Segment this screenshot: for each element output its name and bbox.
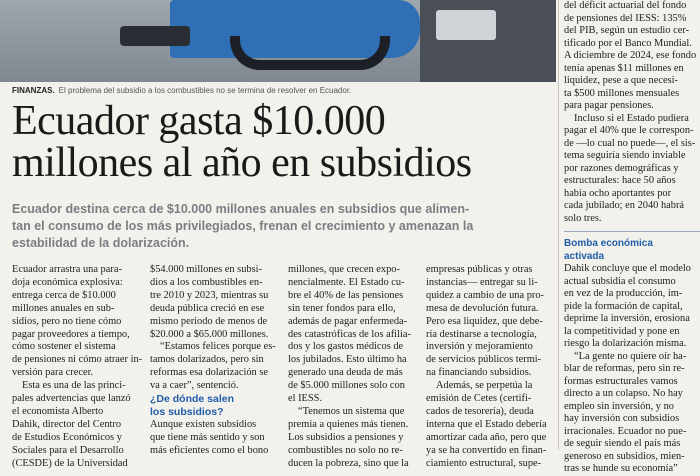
- side-line: tificado por el Banco Mundial.: [564, 37, 692, 49]
- body-line: sin tener fondos para ello,: [288, 302, 396, 314]
- body-line: pagar proveedores a tiempo,: [12, 328, 130, 340]
- caption-text: El problema del subsidio a los combustibles no se termina de resolver en Ecuador.: [58, 86, 352, 95]
- subhead-line: Ecuador destina cerca de $10.000 millones anuales en subsidios que alimen-: [12, 202, 470, 216]
- body-line: na financiando subsidios.: [426, 367, 532, 379]
- body-line: dos y los gastos médicos de: [288, 341, 404, 353]
- body-line: más eficientes como el bono: [150, 444, 269, 456]
- side-line: A diciembre de 2024, ese fondo: [564, 50, 697, 61]
- body-line: que tiene más sentido y son: [150, 431, 265, 443]
- sidebar-column: [564, 0, 700, 476]
- body-line: “Estamos felices porque es-: [160, 341, 276, 353]
- headline-line: Ecuador gasta $10.000: [12, 98, 386, 144]
- nozzle-trigger-guard: [230, 36, 390, 70]
- body-line: $20.000 a $65.000 millones.: [150, 328, 269, 340]
- body-line: generado una deuda de más: [288, 367, 403, 379]
- body-line: Ecuador arrastra una para-: [12, 264, 122, 275]
- body-line: interna que el Estado debería: [426, 418, 547, 430]
- body-line: $54.000 millones en subsi-: [150, 264, 262, 275]
- body-line: amortizar cada año, pero que: [426, 431, 547, 443]
- headline-line: millones al año en subsidios: [12, 140, 472, 186]
- body-line: de $5.000 millones solo con: [288, 380, 405, 392]
- body-line: ya se ha convertido en finan-: [426, 444, 547, 456]
- side-line: del déficit actuarial del fondo: [564, 0, 687, 11]
- body-line: el economista Alberto: [12, 405, 104, 417]
- body-line: entrega cerca de $10.000: [12, 289, 116, 301]
- body-line: mesa de devolución futura.: [426, 302, 539, 314]
- body-line: el IESS.: [288, 393, 323, 405]
- body-line: va a caer”, sentenció.: [150, 380, 239, 392]
- body-line: ciamiento estructural, supe-: [426, 457, 542, 469]
- side-line: empleo sin inversión, y no: [564, 400, 674, 412]
- body-line: emisión de Cetes (certifi-: [426, 393, 532, 405]
- side-line: estructurales: hace 50 años: [564, 175, 676, 186]
- body-line: inversión y mejoramiento: [426, 341, 533, 353]
- body-line: de servicios públicos termi-: [426, 354, 542, 366]
- body-line: instancias— entregar su li-: [426, 276, 538, 288]
- side-line: de —lo cual no puede—, el sis-: [564, 137, 696, 149]
- side-line: “La gente no quiere oír ha-: [574, 350, 687, 362]
- body-line: mismo periodo de menos de: [150, 315, 268, 327]
- subhead-line: estabilidad de la dolarización.: [12, 236, 190, 250]
- body-line: millones anuales en sub-: [12, 302, 115, 314]
- body-line: reformas esa dolarización se: [150, 367, 268, 379]
- article-subhead: [12, 201, 552, 252]
- body-line: ducen la pobreza, sino que la: [288, 457, 409, 469]
- body-line: los jubilados. Esto último ha: [288, 354, 407, 366]
- side-line: la competitividad y pone en: [564, 325, 680, 337]
- side-line: formas estructurales vamos: [564, 375, 678, 387]
- side-line: Incluso si el Estado pudiera: [574, 112, 689, 124]
- body-column-1: [12, 264, 142, 471]
- body-line: bre el 40% de las pensiones: [288, 289, 404, 301]
- body-line: combustibles no solo no re-: [288, 444, 403, 456]
- side-line: pagar el 40% que le correspon-: [564, 125, 694, 136]
- article-headline: [12, 100, 552, 184]
- side-line: actual subsidia el consumo: [564, 275, 676, 287]
- body-line: (CESDE) de la Universidad: [12, 457, 128, 469]
- side-line: había ocho aportantes por: [564, 187, 672, 199]
- side-line: deprime la inversión, erosiona: [564, 313, 690, 324]
- side-line: blar de reformas, pero sin re-: [564, 363, 685, 374]
- side-line: solo tres.: [564, 212, 602, 224]
- side-line: de pensiones del IESS: 135%: [564, 12, 687, 24]
- body-line: Sociales para el Desarrollo: [12, 444, 124, 456]
- body-line: ría destinarse a tecnología,: [426, 328, 537, 340]
- body-line: cómo sostener el sistema: [12, 341, 116, 353]
- body-column-3: [288, 264, 418, 471]
- body-line: Aunque existen subsidios: [150, 418, 257, 430]
- body-line: Esta es una de las princi-: [22, 380, 126, 392]
- side-line: irracionales. Ecuador no pue-: [564, 425, 687, 437]
- body-line: cados de tesorería), deuda: [426, 405, 534, 417]
- section-heading: los subsidios?: [150, 405, 224, 418]
- body-line: sidios, pero no tiene cómo: [12, 315, 122, 327]
- body-line: “Tenemos un sistema que: [298, 405, 405, 417]
- pump-display: [436, 10, 496, 40]
- body-line: nencialmente. El Estado cu-: [288, 276, 405, 288]
- side-line: para pagar pensiones.: [564, 100, 654, 111]
- side-line: de seguir siendo el país más: [564, 438, 681, 449]
- body-line: Además, se perpetúa la: [436, 380, 533, 392]
- side-line: del PIB, según un estudio cer-: [564, 25, 690, 36]
- side-line: por razones demográficas y: [564, 162, 679, 174]
- body-line: de pensiones ni cómo atraer in-: [12, 354, 143, 366]
- body-line: Pero esa liquidez, que debe-: [426, 315, 543, 327]
- side-line: cada jubilado; en 2040 habrá: [564, 200, 685, 211]
- body-line: doja económica explosiva:: [12, 276, 123, 288]
- body-line: Dahik, director del Centro: [12, 418, 122, 430]
- body-line: dios a los combustibles en-: [150, 276, 263, 288]
- side-line: tema seguiría siendo inviable: [564, 150, 686, 161]
- side-line: directo a un colapso. No hay: [564, 388, 683, 399]
- section-heading: ¿De dónde salen: [150, 393, 235, 406]
- body-column-2: [150, 264, 280, 458]
- body-line: premia a quienes más tienen.: [288, 418, 409, 430]
- body-line: millones, que crecen expo-: [288, 264, 400, 275]
- side-line: liquidez, pese a que necesi-: [564, 75, 678, 86]
- body-line: versión para crecer.: [12, 367, 94, 379]
- caption-tag: FINANZAS.: [12, 86, 55, 95]
- body-line: quidez a cambio de una pro-: [426, 289, 545, 301]
- side-line: pide la formación de capital,: [564, 300, 683, 312]
- body-column-4: [426, 264, 556, 471]
- body-line: tre 2010 y 2023, mientras su: [150, 289, 269, 301]
- fuel-nozzle-photo: [0, 0, 556, 82]
- side-line: ta $500 millones mensuales: [564, 87, 680, 99]
- subhead-line: tan el consumo de los más privilegiados, frenan el crecimiento y amenazan la: [12, 219, 474, 233]
- body-line: además de pagar enfermeda-: [288, 315, 408, 327]
- side-line: en vez de la producción, im-: [564, 288, 683, 299]
- side-line: riesgo la dolarización misma.: [564, 338, 687, 349]
- side-line: Dahik concluye que el modelo: [564, 263, 691, 274]
- body-line: empresas públicas y otras: [426, 264, 533, 275]
- body-line: pales advertencias que lanzó: [12, 393, 131, 405]
- photo-caption: [12, 86, 552, 95]
- side-line: tras se hunde su economía”: [564, 463, 678, 474]
- section-rule: [564, 231, 700, 232]
- side-line: hay inversión con subsidios: [564, 413, 680, 424]
- sidebar-heading: activada: [564, 250, 605, 262]
- sidebar-heading: Bomba económica: [564, 238, 653, 249]
- body-line: de Estudios Económicos y: [12, 431, 122, 443]
- nozzle-spout: [120, 26, 190, 46]
- body-line: tamos dolarizados, pero sin: [150, 354, 264, 366]
- side-line: tenía apenas $11 millones en: [564, 62, 684, 74]
- side-line: generoso en subsidios, mien-: [564, 450, 685, 462]
- body-line: Los subsidios a pensiones y: [288, 431, 404, 443]
- body-line: des catastróficas de los afilia-: [288, 328, 411, 340]
- column-divider: [558, 0, 559, 450]
- body-line: deuda pública creció en ese: [150, 302, 265, 314]
